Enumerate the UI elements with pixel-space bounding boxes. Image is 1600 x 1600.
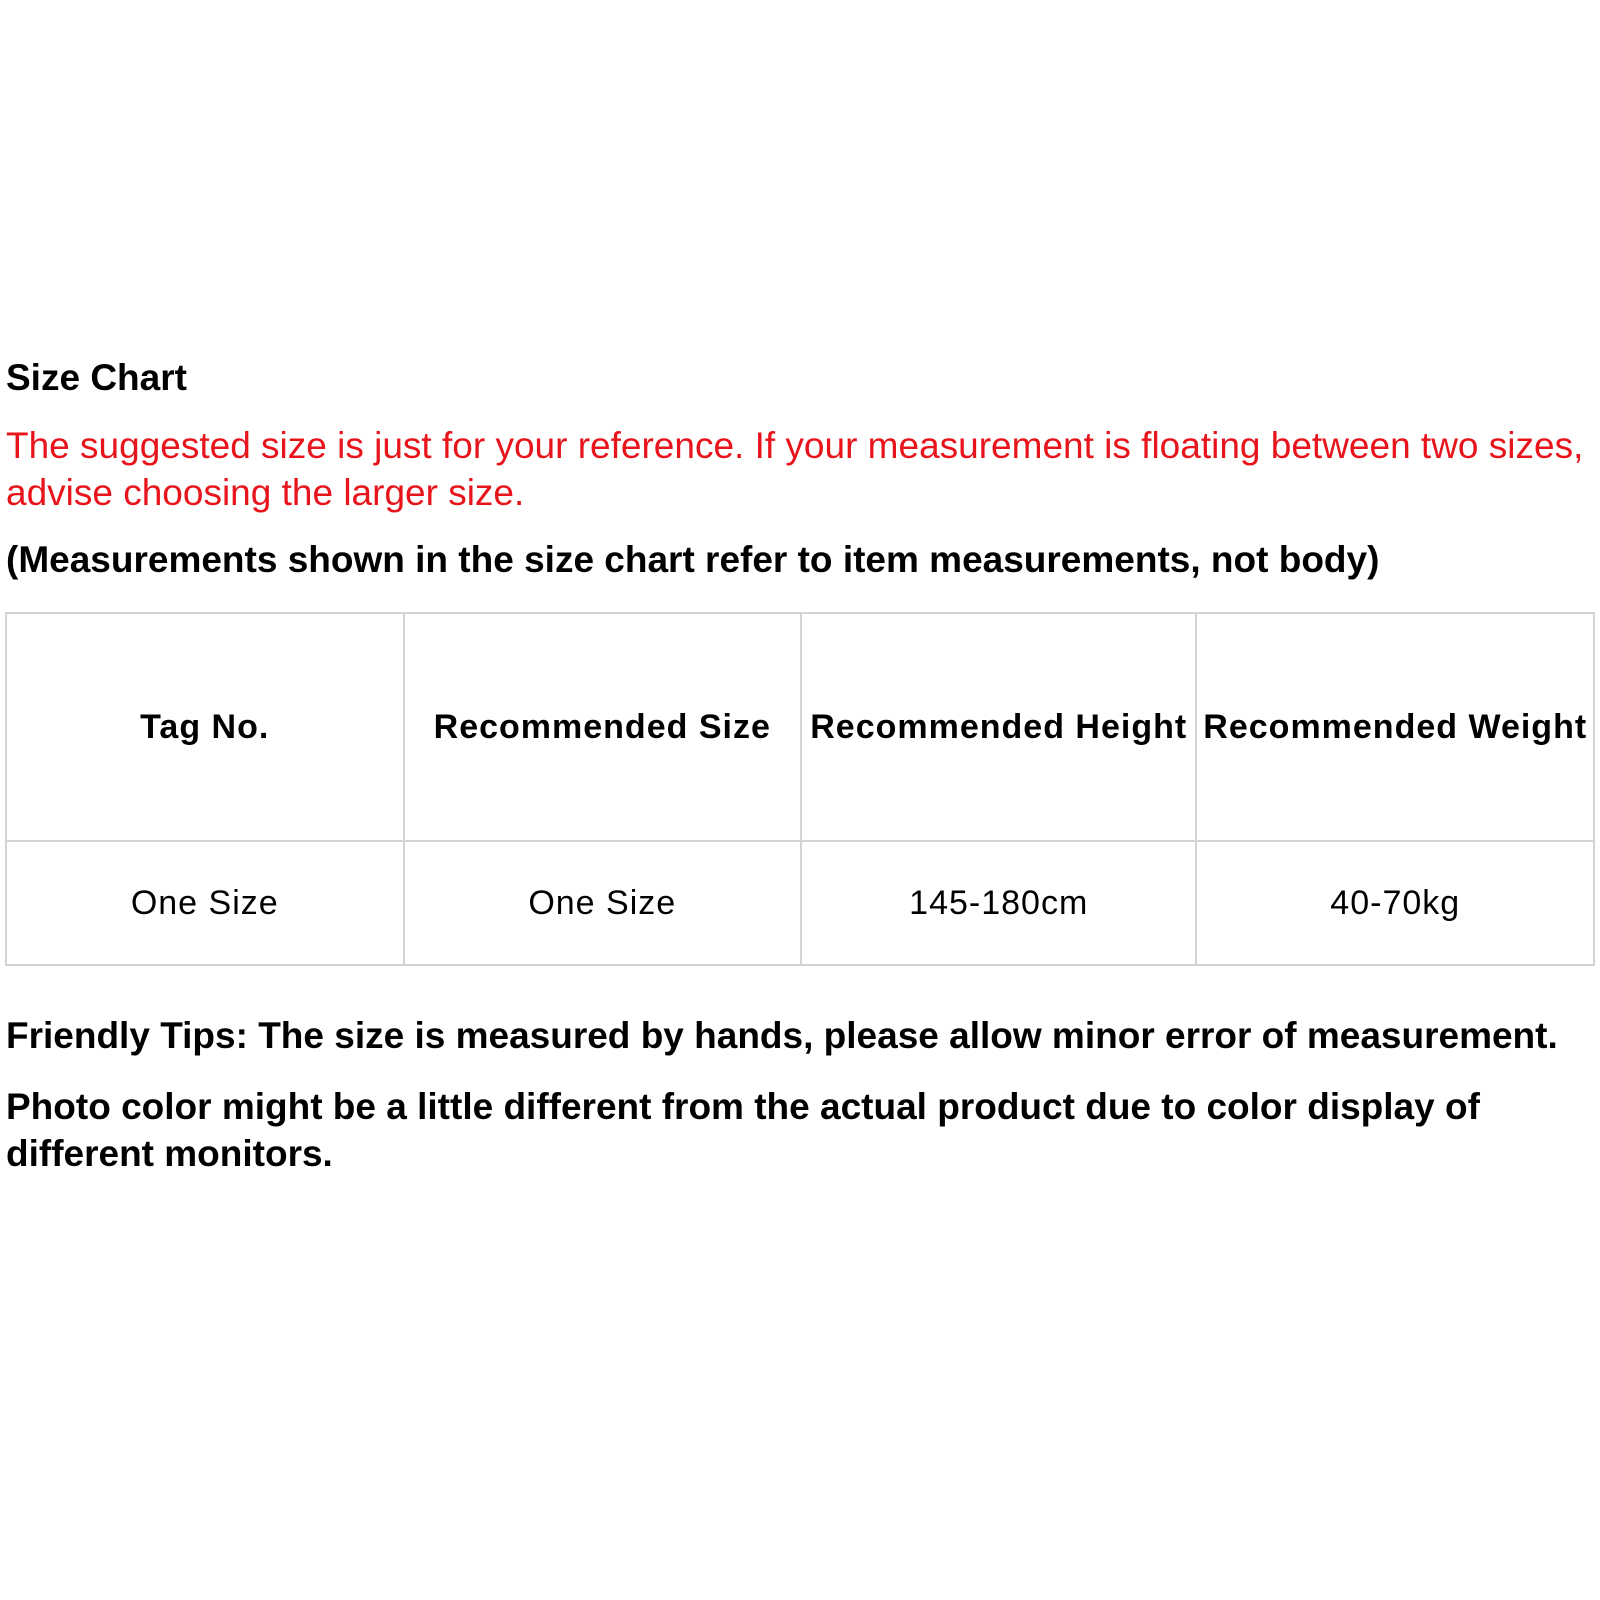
color-tip: Photo color might be a little different from the actual product due to color display of different monitors. [6, 1086, 1480, 1174]
table-header-row [6, 613, 1594, 841]
tips-section [6, 1012, 1594, 1177]
size-chart-document [6, 356, 1594, 1201]
cell-recommended-height: 145-180cm [801, 841, 1196, 965]
header-recommended-height: Recommended Height [801, 613, 1196, 841]
measurement-note: (Measurements shown in the size chart refer to item measurements, not body) [6, 539, 1380, 580]
header-recommended-size: Recommended Size [404, 613, 802, 841]
cell-recommended-size: One Size [404, 841, 802, 965]
header-recommended-weight: Recommended Weight [1196, 613, 1594, 841]
friendly-tip: Friendly Tips: The size is measured by hands, please allow minor error of measurement. [6, 1015, 1558, 1056]
size-table [5, 612, 1595, 966]
cell-tag-no: One Size [6, 841, 404, 965]
size-notice: The suggested size is just for your reference. If your measurement is floating between two sizes, advise choosing the larger size. [6, 425, 1584, 513]
header-tag-no: Tag No. [6, 613, 404, 841]
page-title: Size Chart [6, 357, 187, 398]
table-row [6, 841, 1594, 965]
cell-recommended-weight: 40-70kg [1196, 841, 1594, 965]
